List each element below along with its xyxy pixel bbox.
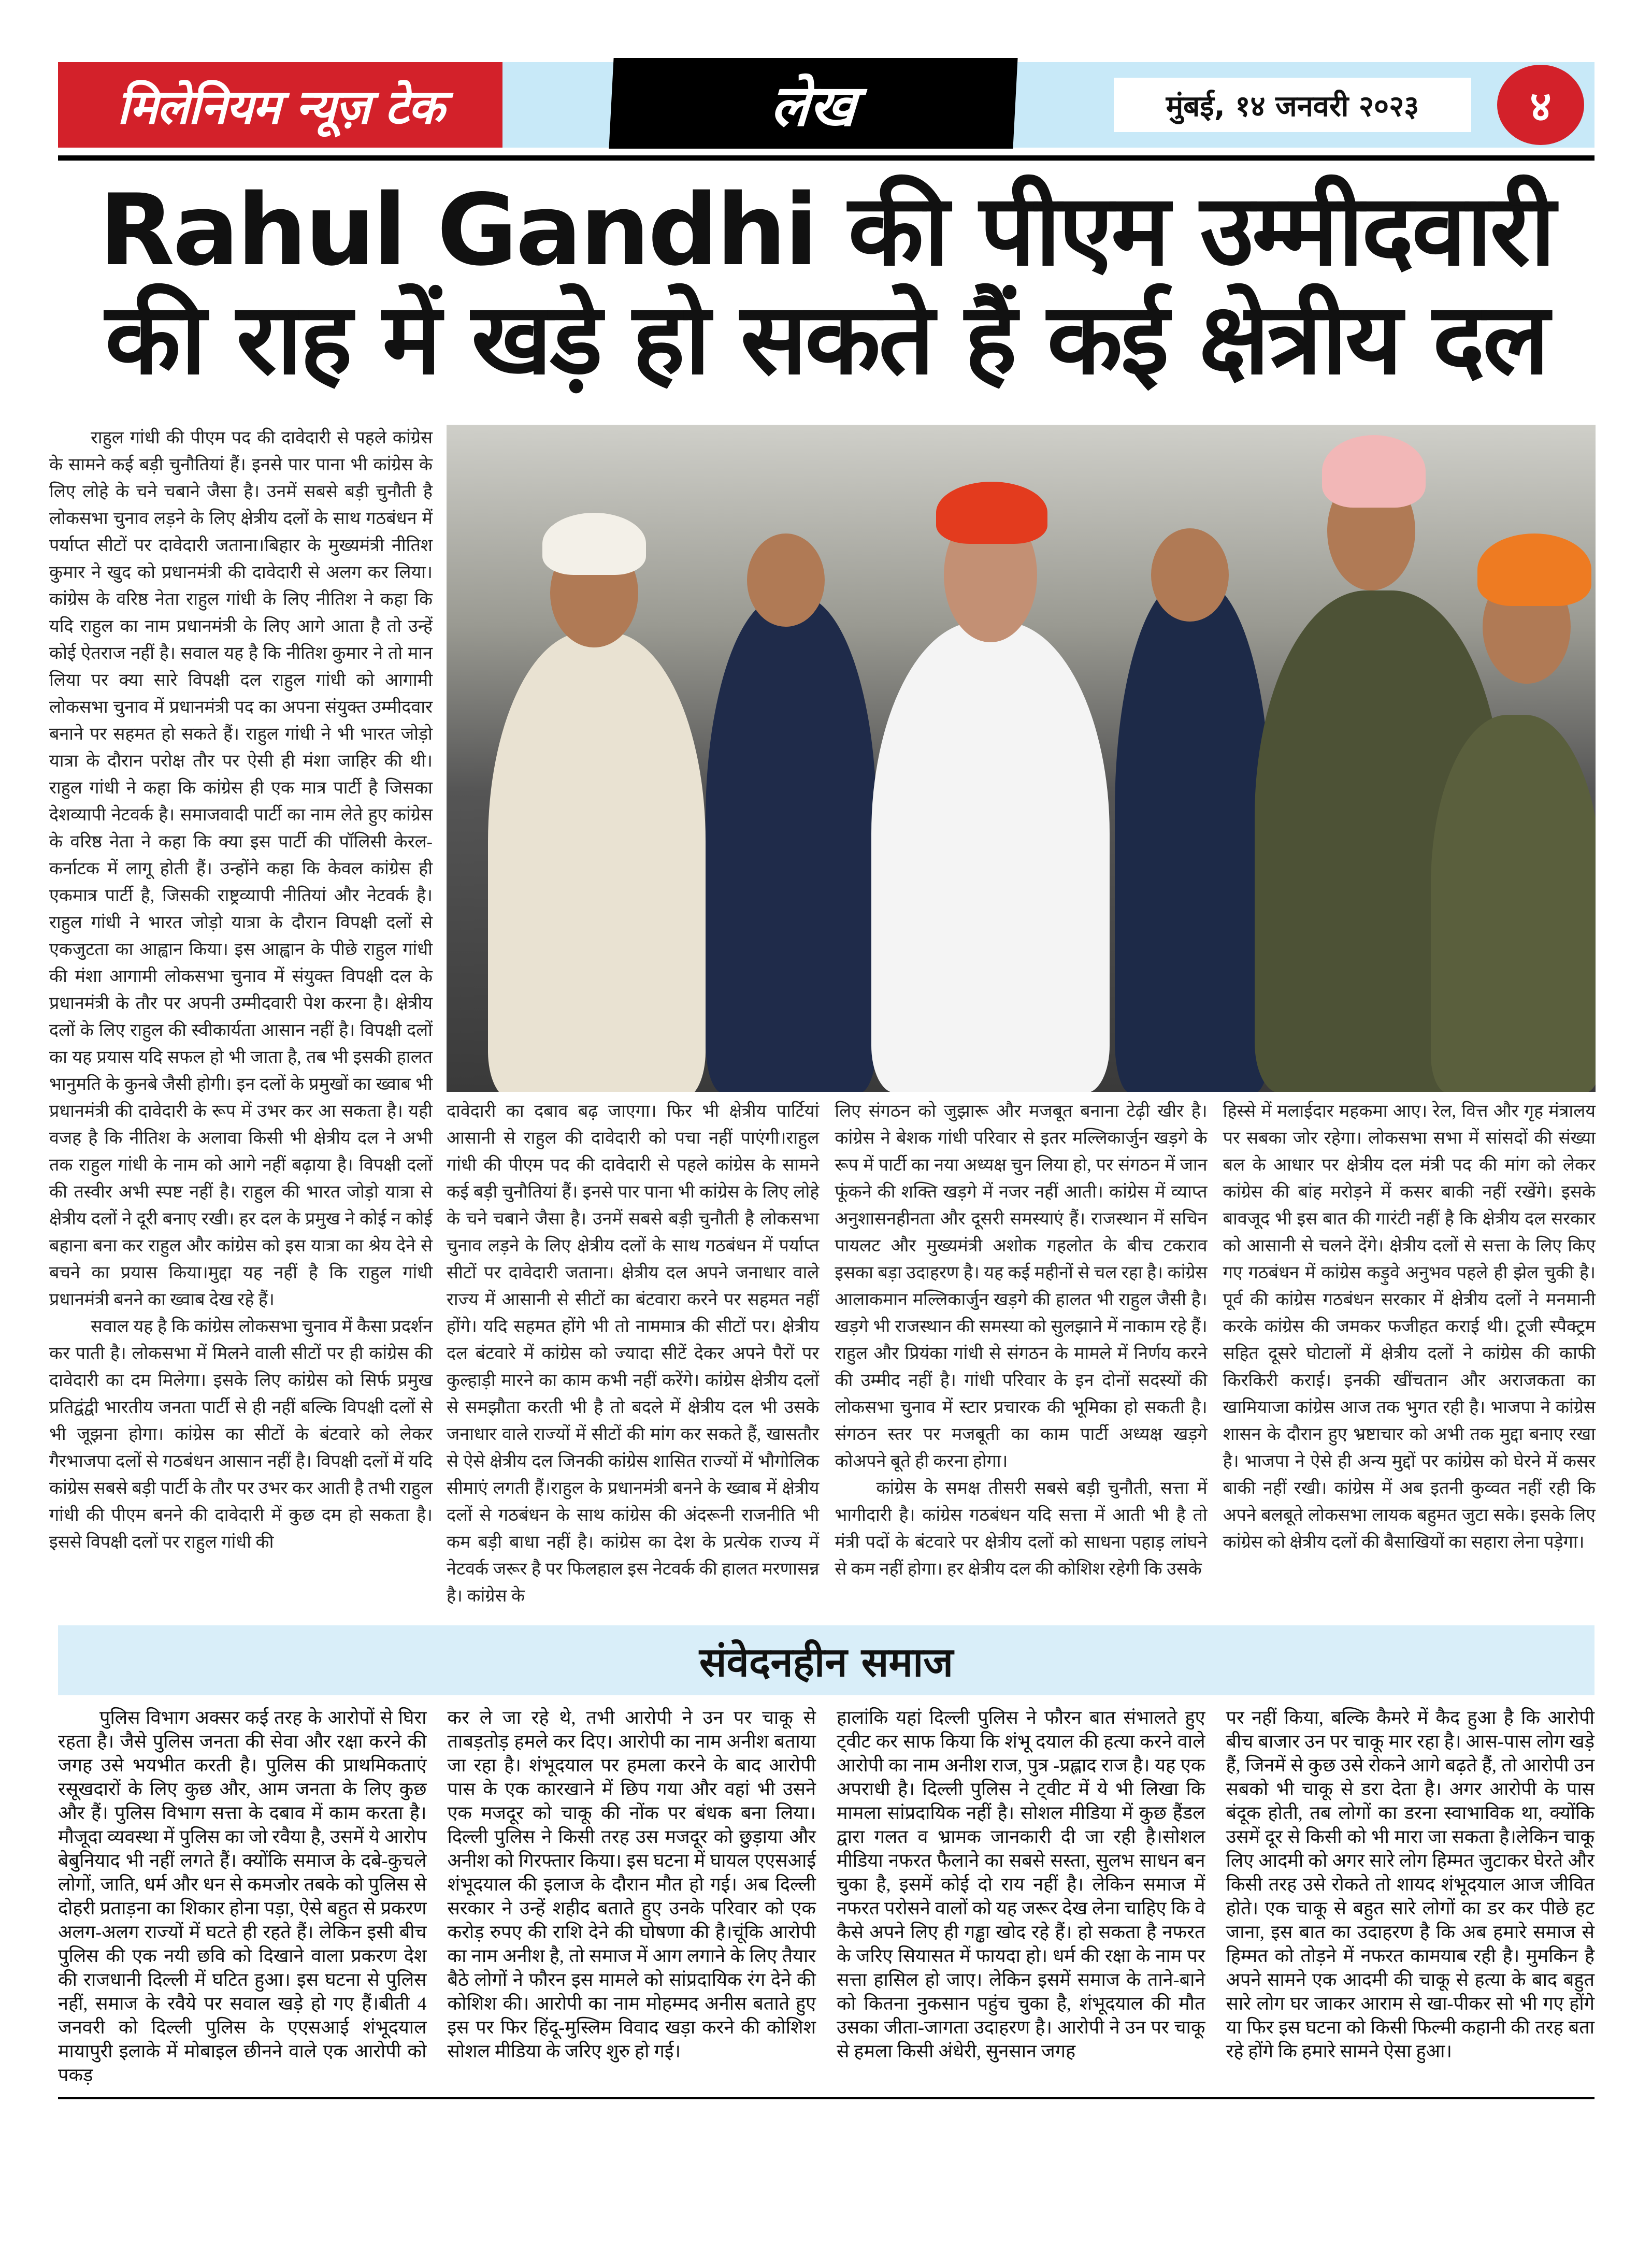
editorial-paragraph: पुलिस विभाग अक्सर कई तरह के आरोपों से घिरा रहता है। जैसे पुलिस जनता की सेवा और रक्षा करने की जगह उसे भयभीत करती है। पुलिस की प्राथमिकताएं रसूखदारों के लिए कुछ और, आम जनता के लिए कुछ और हैं। पुलिस विभाग सत्ता के दबाव में काम करता है। मौजूदा व्यवस्था में पुलिस का जो रवैया है, उसमें ये आरोप बेबुनियाद भी नहीं लगते हैं। क्योंकि समाज के दबे-कुचले लोगों, जाति, धर्म और धन से कमजोर तबके को पुलिस से दोहरी प्रताड़ना का शिकार होना पड़ा, ऐसे बहुत से प्रकरण अलग-अलग राज्यों में घटते ही रहते हैं। लेकिन इसी बीच पुलिस की एक नयी छवि को दिखाने वाला प्रकरण देश की राजधानी दिल्ली में घटित हुआ। इस घटना से पुलिस नहीं, समाज के रवैये पर सवाल खड़े हो गए हैं।बीती 4 जनवरी को दिल्ली पुलिस के एएसआई शंभूदयाल मायापुरी इलाके में मोबाइल छीनने वाले एक आरोपी को पकड़ xyxy=(58,1707,427,2085)
page-body xyxy=(49,425,1596,2120)
article-lower-columns xyxy=(447,1098,1596,1610)
article-column-3 xyxy=(835,1098,1207,1610)
editorial-column-3 xyxy=(837,1706,1205,2087)
page-number-badge: ४ xyxy=(1497,65,1584,145)
article-paragraph: लिए संगठन को जुझारू और मजबूत बनाना टेढ़ी खीर है। कांग्रेस ने बेशक गांधी परिवार से इतर मल्लिकार्जुन खड़गे के रूप में पार्टी का नया अध्यक्ष चुन लिया हो, पर संगठन में जान फूंकने की शक्ति खड़गे में नजर नहीं आती। कांग्रेस में व्याप्त अनुशासनहीनता और दूसरी समस्याएं हैं। राजस्थान में सचिन पायलट और मुख्यमंत्री अशोक गहलोत के बीच टकराव इसका बड़ा उदाहरण है। यह कई महीनों से चल रहा है। कांग्रेस आलाकमान मल्लिकार्जुन खड़गे की हालत भी राहुल जैसी है। खड़गे भी राजस्थान की समस्या को सुलझाने में नाकाम रहे हैं। राहुल और प्रियंका गांधी से संगठन के मामले में निर्णय करने की उम्मीद नहीं है। गांधी परिवार के इन दोनों सदस्यों की लोकसभा चुनाव में स्टार प्रचारक की भूमिका हो सकती है। संगठन स्तर पर मजबूती का काम पार्टी अध्यक्ष खड़गे कोअपने बूते ही करना होगा। xyxy=(835,1102,1208,1471)
article-photo xyxy=(447,425,1596,1092)
editorial-column-4 xyxy=(1226,1706,1595,2087)
section-label: लेख xyxy=(609,58,1017,149)
article-right-area xyxy=(447,425,1596,1610)
editorial-body xyxy=(58,1706,1594,2087)
editorial-paragraph: हालांकि यहां दिल्ली पुलिस ने फौरन बात संभालते हुए ट्वीट कर साफ किया कि शंभू दयाल की हत्या करने वाले आरोपी का नाम अनीश राज, पुत्र -प्रह्लाद राज है। यह एक अपराधी है। दिल्ली पुलिस ने ट्वीट में ये भी लिखा कि मामला सांप्रदायिक नहीं है। सोशल मीडिया में कुछ हैंडल द्वारा गलत व भ्रामक जानकारी दी जा रही है।सोशल मीडिया नफरत फैलाने का सबसे सस्ता, सुलभ साधन बन चुका है, इसमें कोई दो राय नहीं है। लेकिन समाज में नफरत परोसने वालों को यह जरूर देख लेना चाहिए कि वे कैसे अपने लिए ही गड्ढा खोद रहे हैं। हो सकता है नफरत के जरिए सियासत में फायदा हो। धर्म की रक्षा के नाम पर सत्ता हासिल हो जाए। लेकिन इसमें समाज के ताने-बाने को कितना नुकसान पहुंच चुका है, शंभूदयाल की मौत उसका जीता-जागता उदाहरण है। आरोपी ने उन पर चाकू से हमला किसी अंधेरी, सुनसान जगह xyxy=(837,1707,1205,2061)
article-column-2 xyxy=(447,1098,819,1610)
editorial-title-banner xyxy=(58,1625,1594,1695)
article-body xyxy=(49,425,1596,1610)
article-paragraph: दावेदारी का दबाव बढ़ जाएगा। फिर भी क्षेत्रीय पार्टियां आसानी से राहुल की दावेदारी को पचा नहीं पाएंगी।राहुल गांधी की पीएम पद की दावेदारी से पहले कांग्रेस के सामने कई बड़ी चुनौतियां हैं। इनसे पार पाना भी कांग्रेस के लिए लोहे के चने चबाने जैसा है। उनमें सबसे बड़ी चुनौती है लोकसभा चुनाव लड़ने के लिए क्षेत्रीय दलों के साथ गठबंधन में पर्याप्त सीटों पर दावेदारी जताना। क्षेत्रीय दल अपने जनाधार वाले राज्य में आसानी से सीटों का बंटवारा करने पर सहमत नहीं होंगे। यदि सहमत होंगे भी तो नाममात्र की सीटों पर। क्षेत्रीय दल बंटवारे में कांग्रेस को ज्यादा सीटें देकर अपने पैरों पर कुल्हाड़ी मारने का काम कभी नहीं करेंगे। कांग्रेस क्षेत्रीय दलों से समझौता करती भी है तो बदले में क्षेत्रीय दल भी उसके जनाधार वाले राज्यों में सीटों की मांग कर सकते हैं, खासतौर से ऐसे क्षेत्रीय दल जिनकी कांग्रेस शासित राज्यों में भौगोलिक सीमाएं लगती हैं।राहुल के प्रधानमंत्री बनने के ख्वाब में क्षेत्रीय दलों से गठबंधन के साथ कांग्रेस की अंदरूनी राजनीति भी कम बड़ी बाधा नहीं है। कांग्रेस का देश के प्रत्येक राज्य में नेटवर्क जरूर है पर फिलहाल इस नेटवर्क की हालत मरणासन्न है। कांग्रेस के xyxy=(447,1102,820,1606)
article-paragraph: राहुल गांधी की पीएम पद की दावेदारी से पहले कांग्रेस के सामने कई बड़ी चुनौतियां हैं। इनसे पार पाना भी कांग्रेस के लिए लोहे के चने चबाने जैसा है। उनमें सबसे बड़ी चुनौती है लोकसभा चुनाव लड़ने के लिए क्षेत्रीय दलों के साथ गठबंधन में पर्याप्त सीटों पर दावेदारी जताना।बिहार के मुख्यमंत्री नीतिश कुमार ने खुद को प्रधानमंत्री की दावेदारी से अलग कर लिया। कांग्रेस के वरिष्ठ नेता राहुल गांधी के लिए नीतिश ने कहा कि यदि राहुल का नाम प्रधानमंत्री के लिए आगे आता है तो उन्हें कोई ऐतराज नहीं है। सवाल यह है कि नीतिश कुमार ने तो मान लिया पर क्या सारे विपक्षी दल राहुल गांधी को आगामी लोकसभा चुनाव में प्रधानमंत्री पद का अपना संयुक्त उम्मीदवार बनाने पर सहमत हो सकते हैं। राहुल गांधी ने भी भारत जोड़ो यात्रा के दौरान परोक्ष तौर पर ऐसी ही मंशा जाहिर की थी। राहुल गांधी ने कहा कि कांग्रेस ही एक मात्र पार्टी है जिसका देशव्यापी नेटवर्क है। समाजवादी पार्टी का नाम लेते हुए कांग्रेस के वरिष्ठ नेता ने कहा कि क्या इस पार्टी की पॉलिसी केरल-कर्नाटक में लागू होती हैं। उन्होंने कहा कि केवल कांग्रेस ही एकमात्र पार्टी है, जिसकी राष्ट्रव्यापी नीतियां और नेटवर्क है। राहुल गांधी ने भारत जोड़ो यात्रा के दौरान विपक्षी दलों से एकजुटता का आह्वान किया। इस आह्वान के पीछे राहुल गांधी की मंशा आगामी लोकसभा चुनाव में संयुक्त विपक्षी दल के प्रधानमंत्री के तौर पर अपनी उम्मीदवारी पेश करना है। क्षेत्रीय दलों के लिए राहुल की स्वीकार्यता आसान नहीं है। विपक्षी दलों का यह प्रयास यदि सफल हो भी जाता है, तब भी इसकी हालत भानुमति के कुनबे जैसी होगी। इन दलों के प्रमुखों का ख्वाब भी प्रधानमंत्री की दावेदारी के रूप में उभर कर आ सकता है। यही वजह है कि नीतिश के अलावा किसी भी क्षेत्रीय दल ने अभी तक राहुल गांधी के नाम को आगे नहीं बढ़ाया है। विपक्षी दलों की तस्वीर अभी स्पष्ट नहीं है। राहुल की भारत जोड़ो यात्रा से क्षेत्रीय दलों ने दूरी बनाए रखी। हर दल के प्रमुख ने कोई न कोई बहाना बना कर राहुल और कांग्रेस को इस यात्रा का श्रेय देने से बचने का प्रयास किया।मुद्दा यह नहीं है कि राहुल गांधी प्रधानमंत्री बनने का ख्वाब देख रहे हैं। xyxy=(49,428,433,1309)
article-paragraph: हिस्से में मलाईदार महकमा आए। रेल, वित्त और गृह मंत्रालय पर सबका जोर रहेगा। लोकसभा सभा में सांसदों की संख्या बल के आधार पर क्षेत्रीय दल मंत्री पद की मांग को लेकर कांग्रेस की बांह मरोड़ने में कसर बाकी नहीं रखेंगे। इसके बावजूद भी इस बात की गारंटी नहीं है कि क्षेत्रीय दल सरकार को आसानी से चलने देंगे। क्षेत्रीय दलों से सत्ता के लिए किए गए गठबंधन में कांग्रेस कड़ुवे अनुभव पहले ही झेल चुकी है। पूर्व की कांग्रेस गठबंधन सरकार में क्षेत्रीय दलों ने मनमानी करके कांग्रेस की जमकर फजीहत कराई थी। टूजी स्पैक्ट्रम सहित दूसरे घोटालों में क्षेत्रीय दलों ने कांग्रेस की काफी किरकिरी कराई। इनकी खींचतान और अराजकता का खामियाजा कांग्रेस आज तक भुगत रही है। भाजपा ने कांग्रेस शासन के दौरान हुए भ्रष्टाचार को अभी तक मुद्दा बनाए रखा है। भाजपा ने ऐसे ही अन्य मुद्दों पर कांग्रेस को घेरने में कसर बाकी नहीं रखी। कांग्रेस में अब इतनी कुव्वत नहीं रही कि अपने बलबूते लोकसभा लायक बहुमत जुटा सके। इसके लिए कांग्रेस को क्षेत्रीय दलों की बैसाखियों का सहारा लेना पड़ेगा। xyxy=(1223,1102,1596,1552)
article-paragraph: कांग्रेस के समक्ष तीसरी सबसे बड़ी चुनौती, सत्ता में भागीदारी है। कांग्रेस गठबंधन यदि सत्ता में आती भी है तो मंत्री पदों के बंटवारे पर क्षेत्रीय दलों को साधना पहाड़ लांघने से कम नहीं होगा। हर क्षेत्रीय दल की कोशिश रहेगी कि उसके xyxy=(835,1479,1208,1579)
newspaper-logo: मिलेनियम न्यूज़ टेक xyxy=(58,62,502,148)
editorial-column-2 xyxy=(448,1706,816,2087)
footer-rule xyxy=(58,2097,1594,2099)
article-paragraph: सवाल यह है कि कांग्रेस लोकसभा चुनाव में कैसा प्रदर्शन कर पाती है। लोकसभा में मिलने वाली सीटों पर ही कांग्रेस की दावेदारी का दम मिलेगा। इसके लिए कांग्रेस को सिर्फ प्रमुख प्रतिद्वंद्वी भारतीय जनता पार्टी से ही नहीं बल्कि विपक्षी दलों से भी जूझना होगा। कांग्रेस का सीटों के बंटवारे को लेकर गैरभाजपा दलों से गठबंधन आसान नहीं है। विपक्षी दलों में यदि कांग्रेस सबसे बड़ी पार्टी के तौर पर उभर कर आती है तभी राहुल गांधी की पीएम बनने की दावेदारी में कुछ दम हो सकता है। इससे विपक्षी दलों पर राहुल गांधी की xyxy=(49,1317,433,1552)
edition-date: मुंबई, १४ जनवरी २०२३ xyxy=(1114,78,1471,132)
headline-line-2: की राह में खड़े हो सकते हैं कई क्षेत्रीय दल xyxy=(105,282,1548,396)
editorial-column-1 xyxy=(58,1706,427,2087)
editorial-title: संवेदनहीन समाज xyxy=(699,1639,954,1686)
article-column-4 xyxy=(1223,1098,1596,1610)
editorial-paragraph: पर नहीं किया, बल्कि कैमरे में कैद हुआ है कि आरोपी बीच बाजार उन पर चाकू मार रहा है। आस-पास लोग खड़े हैं, जिनमें से कुछ उसे रोकने आगे बढ़ते हैं, तो आरोपी उन सबको भी चाकू से डरा देता है। अगर आरोपी के पास बंदूक होती, तब लोगों का डरना स्वाभाविक था, क्योंकि उसमें दूर से किसी को भी मारा जा सकता है।लेकिन चाकू लिए आदमी को अगर सारे लोग हिम्मत जुटाकर घेरते और किसी तरह उसे रोकते तो शायद शंभूदयाल आज जीवित होते। एक चाकू से बहुत सारे लोगों का डर कर पीछे हट जाना, इस बात का उदाहरण है कि अब हमारे समाज से हिम्मत को तोड़ने में नफरत कामयाब रही है। मुमकिन है अपने सामने एक आदमी की चाकू से हत्या के बाद बहुत सारे लोग घर जाकर आराम से खा-पीकर सो भी गए होंगे या फिर इस घटना को किसी फिल्मी कहानी की तरह बता रहे होंगे कि हमारे सामने ऐसा हुआ। xyxy=(1226,1707,1594,2061)
headline-line-1: Rahul Gandhi की पीएम उम्मीदवारी xyxy=(99,173,1554,287)
editorial-paragraph: कर ले जा रहे थे, तभी आरोपी ने उन पर चाकू से ताबड़तोड़ हमले कर दिए। आरोपी का नाम अनीश बताया जा रहा है। शंभूदयाल पर हमला करने के बाद आरोपी पास के एक कारखाने में छिप गया और वहां भी उसने एक मजदूर को चाकू की नोंक पर बंधक बना लिया। दिल्ली पुलिस ने किसी तरह उस मजदूर को छुड़ाया और अनीश को गिरफ्तार किया। इस घटना में घायल एएसआई शंभूदयाल की इलाज के दौरान मौत हो गई। अब दिल्ली सरकार ने उन्हें शहीद बताते हुए उनके परिवार को एक करोड़ रुपए की राशि देने की घोषणा की है।चूंकि आरोपी का नाम अनीश है, तो समाज में आग लगाने के लिए तैयार बैठे लोगों ने फौरन इस मामले को सांप्रदायिक रंग देने की कोशिश की। आरोपी का नाम मोहम्मद अनीस बताते हुए इस पर फिर हिंदू-मुस्लिम विवाद खड़ा करने की कोशिश सोशल मीडिया के जरिए शुरु हो गई। xyxy=(447,1707,816,2061)
masthead-divider xyxy=(58,155,1594,161)
article-column-1 xyxy=(49,425,433,1556)
